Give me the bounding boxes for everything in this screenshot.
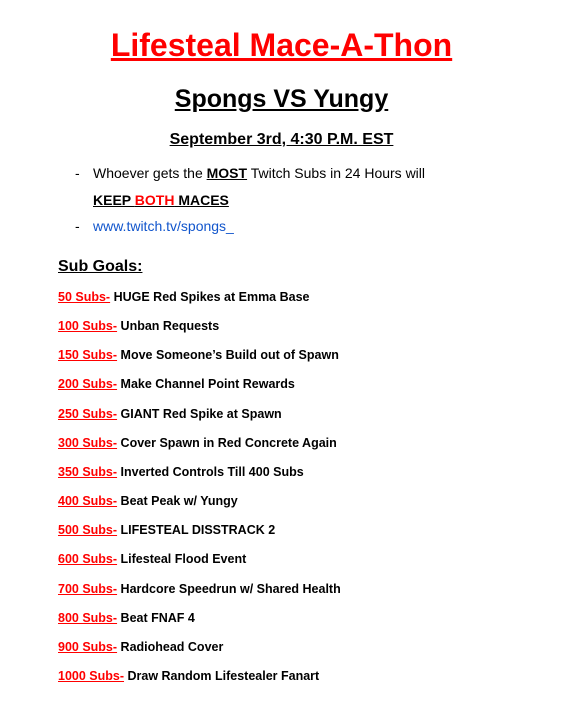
- prize-keep: KEEP: [93, 192, 135, 208]
- bullet-dash-2: -: [75, 218, 80, 234]
- sub-goal-description: HUGE Red Spikes at Emma Base: [110, 290, 310, 304]
- sub-goal-item: [58, 376, 295, 392]
- sub-goal-count: 1000 Subs-: [58, 669, 125, 683]
- bullet-rule-line: [93, 164, 425, 182]
- sub-goal-count: 100 Subs-: [58, 319, 118, 334]
- sub-goal-description: Radiohead Cover: [117, 639, 224, 654]
- sub-goal-count: 900 Subs-: [58, 639, 118, 654]
- sub-goal-description: Beat FNAF 4: [117, 610, 195, 625]
- sub-goal-description: Hardcore Speedrun w/ Shared Health: [117, 581, 341, 596]
- sub-goal-description: Lifesteal Flood Event: [117, 552, 247, 567]
- sub-goal-count: 500 Subs-: [58, 523, 118, 538]
- bullet-rule-most: MOST: [206, 165, 248, 181]
- sub-goal-description: Inverted Controls Till 400 Subs: [117, 464, 304, 479]
- prize-maces: MACES: [174, 192, 229, 208]
- sub-goal-count: 800 Subs-: [58, 610, 118, 625]
- sub-goal-item: [58, 668, 319, 684]
- sub-goal-item: [58, 347, 339, 363]
- sub-goal-count: 200 Subs-: [58, 377, 118, 392]
- sub-goal-item: [58, 610, 195, 626]
- bullet-rule-after: Twitch Subs in 24 Hours will: [247, 165, 426, 181]
- sub-goal-item: [58, 464, 304, 480]
- sub-goal-item: [58, 406, 282, 422]
- sub-goal-item: [58, 522, 275, 538]
- sub-goal-item: [58, 318, 219, 334]
- sub-goal-count: 350 Subs-: [58, 464, 118, 479]
- sub-goals-heading: Sub Goals:: [58, 258, 143, 275]
- sub-goal-count: 600 Subs-: [58, 552, 118, 567]
- sub-goal-description: Cover Spawn in Red Concrete Again: [117, 435, 337, 450]
- sub-goal-count: 400 Subs-: [58, 494, 118, 508]
- page-title: Lifesteal Mace-A-Thon: [110, 27, 453, 63]
- sub-goal-description: Move Someone’s Build out of Spawn: [117, 348, 339, 363]
- page-subtitle: Spongs VS Yungy: [174, 85, 389, 113]
- event-date: September 3rd, 4:30 P.M. EST: [169, 131, 394, 148]
- sub-goal-description: Draw Random Lifestealer Fanart: [124, 669, 320, 683]
- sub-goal-item: [58, 289, 310, 305]
- bullet-rule-before: Whoever gets the: [93, 165, 207, 181]
- sub-goal-count: 50 Subs-: [58, 290, 111, 304]
- sub-goal-description: GIANT Red Spike at Spawn: [117, 406, 282, 421]
- sub-goal-item: [58, 581, 341, 597]
- bullet-rule-prize: [93, 191, 229, 209]
- bullet-dash-1: -: [75, 165, 80, 181]
- sub-goal-description: LIFESTEAL DISSTRACK 2: [117, 523, 276, 538]
- sub-goal-count: 300 Subs-: [58, 435, 118, 450]
- sub-goal-count: 250 Subs-: [58, 406, 118, 421]
- sub-goal-count: 700 Subs-: [58, 581, 118, 596]
- prize-both: BOTH: [134, 192, 175, 208]
- sub-goal-description: Beat Peak w/ Yungy: [117, 494, 238, 508]
- sub-goal-item: [58, 551, 246, 567]
- sub-goal-item: [58, 435, 337, 451]
- sub-goal-description: Unban Requests: [117, 319, 220, 334]
- twitch-link[interactable]: www.twitch.tv/spongs_: [93, 218, 234, 234]
- sub-goal-count: 150 Subs-: [58, 348, 118, 363]
- sub-goal-item: [58, 493, 238, 509]
- sub-goal-description: Make Channel Point Rewards: [117, 377, 295, 392]
- sub-goal-item: [58, 639, 223, 655]
